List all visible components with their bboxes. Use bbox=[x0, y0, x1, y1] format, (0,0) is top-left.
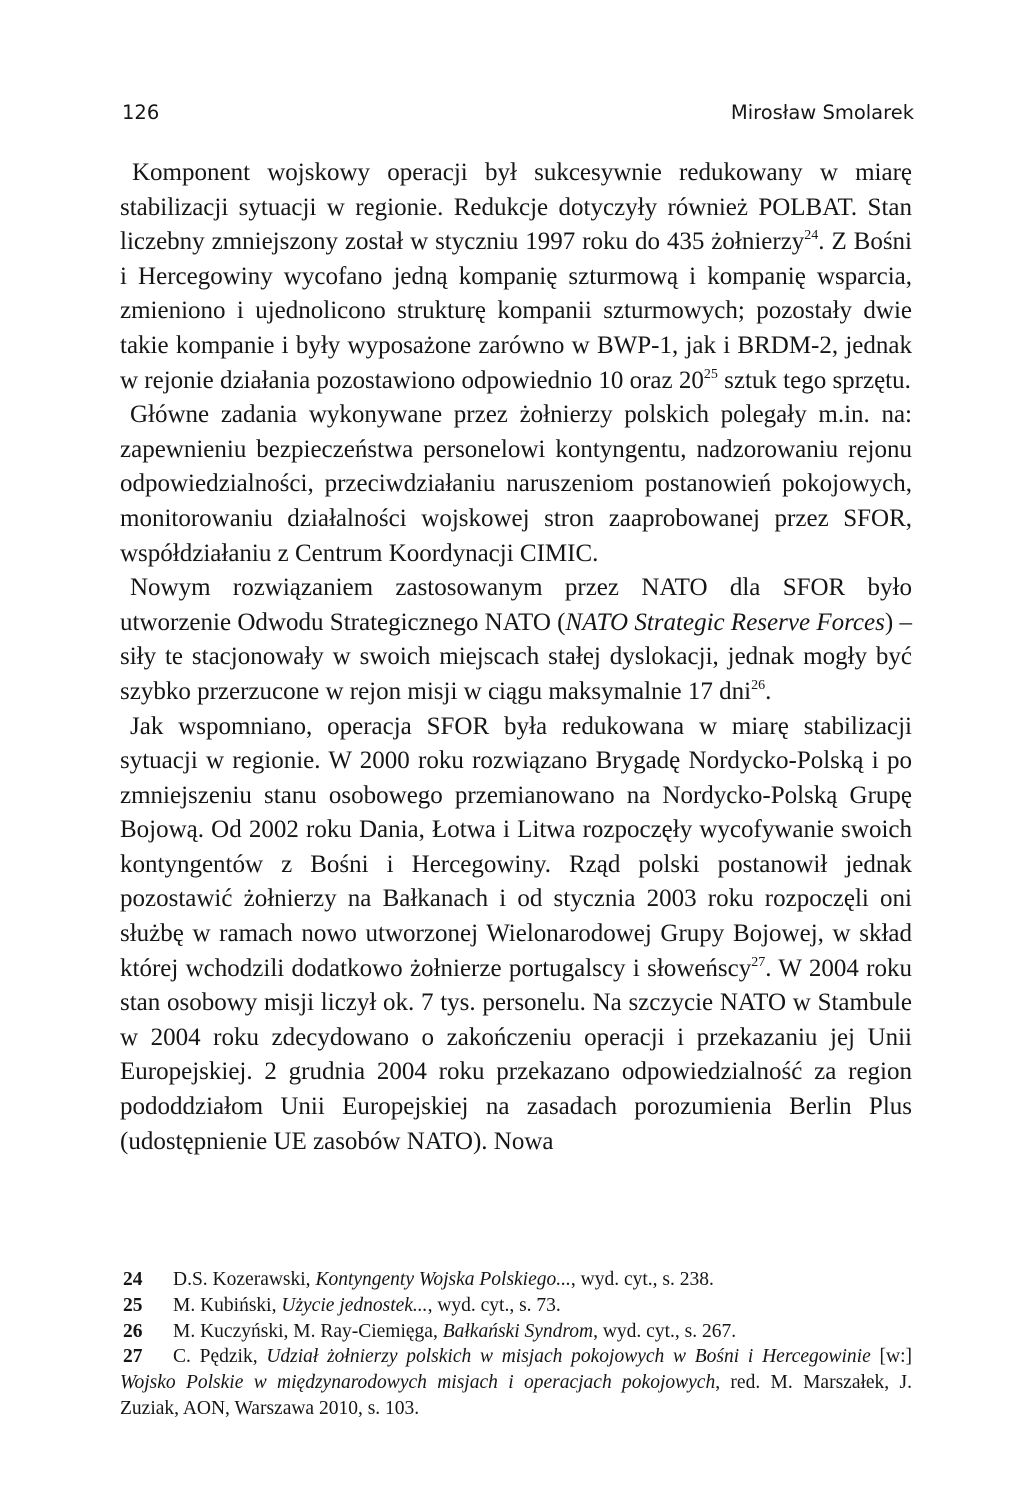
footnote-24: 24 D.S. Kozerawski, Kontyngenty Wojska Polskiego..., wyd. cyt., s. 238. bbox=[120, 1267, 912, 1293]
footnotes bbox=[120, 1267, 912, 1422]
paragraph-3: Nowym rozwiązaniem zastosowanym przez NATO dla SFOR było utworzenie Odwodu Strategicznego NATO (NATO Strategic Reserve Forces) – siły te stacjonowały w swoich miejscach stałej dyslokacji, jednak mogły być szybko przerzucone w rejon misji w ciągu maksymalnie 17 dni$^{26}$. bbox=[120, 574, 912, 705]
footnote-number: 24 bbox=[123, 1269, 143, 1290]
footnote-number: 26 bbox=[123, 1320, 143, 1342]
page-number: 126 bbox=[122, 101, 160, 124]
footnote-ref-27[interactable]: 27 bbox=[751, 954, 766, 970]
italic-term: NATO Strategic Reserve Forces bbox=[565, 608, 885, 636]
paragraph-1: Komponent wojskowy operacji był sukcesywnie redukowany w miarę stabilizacji sytuacji w regionie. Redukcje dotyczyły również POLBAT. Stan liczebny zmniejszony został w styczniu 1997 roku do 435 żołnierzy$^{24}$. Z Bośni i Hercegowiny wycofano jedną kompanię szturmową i kompanię wsparcia, zmieniono i ujednolicono strukturę kompanii szturmowych; pozostały dwie takie kompanie i były wyposażone zarówno w BWP-1, jak i BRDM-2, jednak w rejonie działania pozostawiono odpowiednio 10 oraz $20^{25}$ sztuk tego sprzętu. bbox=[120, 159, 912, 394]
footnote-25: 25 M. Kubiński, Użycie jednostek..., wyd. cyt., s. 73. bbox=[120, 1293, 912, 1319]
running-head bbox=[122, 98, 914, 128]
body-text bbox=[120, 156, 912, 1159]
footnote-number: 27 bbox=[123, 1346, 143, 1368]
footnote-27: 27 C. Pędzik, Udział żołnierzy polskich w misjach pokojowych w Bośni i Hercegowinie [w:] Wojsko Polskie w międzynarodowych misjach i operacjach pokojowych, red. M. Marszałek, J. Zuziak, AON, Warszawa 2010, s. 103. bbox=[120, 1346, 912, 1419]
footnote-26: 26 M. Kuczyński, M. Ray-Ciemięga, Bałkański Syndrom, wyd. cyt., s. 267. bbox=[120, 1319, 912, 1345]
paragraph-2: Główne zadania wykonywane przez żołnierzy polskich polegały m.in. na: zapewnieniu bezpieczeństwa personelowi kontyngentu, nadzorowaniu rejonu odpowiedzialności, przeciwdziałaniu naruszeniom postanowień pokojowych, monitorowaniu działalności wojskowej stron zaaprobowanej przez SFOR, współdziałaniu z Centrum Koordynacji CIMIC. bbox=[120, 401, 912, 567]
paragraph-4: Jak wspomniano, operacja SFOR była redukowana w miarę stabilizacji sytuacji w regionie. W 2000 roku rozwiązano Brygadę Nordycko-Polską i po zmniejszeniu stanu osobowego przemianowano na Nordycko-Polską Grupę Bojową. Od 2002 roku Dania, Łotwa i Litwa rozpoczęły wycofywanie swoich kontyngentów z Bośni i Hercegowiny. Rząd polski postanowił jednak pozostawić żołnierzy na Bałkanach i od stycznia 2003 roku rozpoczęli oni służbę w ramach nowo utworzonej Wielonarodowej Grupy Bojowej, w skład której wchodzili dodatkowo żołnierze portugalscy i słoweńscy$^{27}$. W 2004 roku stan osobowy misji liczył ok. 7 tys. personelu. Na szczycie NATO w Stambule w 2004 roku zdecydowano o zakończeniu operacji i przekazaniu jej Unii Europejskiej. 2 grudnia 2004 roku przekazano odpowiedzialność za region pododdziałom Unii Europejskiej na zasadach porozumienia Berlin Plus (udostępnienie UE zasobów NATO). Nowa bbox=[120, 712, 912, 1155]
footnote-number: 25 bbox=[123, 1294, 143, 1316]
footnote-ref-24[interactable]: 24 bbox=[804, 228, 819, 244]
footnote-ref-26[interactable]: 26 bbox=[751, 677, 766, 693]
footnote-ref-25[interactable]: 25 bbox=[703, 366, 718, 382]
running-title-author: Mirosław Smolarek bbox=[730, 101, 914, 124]
